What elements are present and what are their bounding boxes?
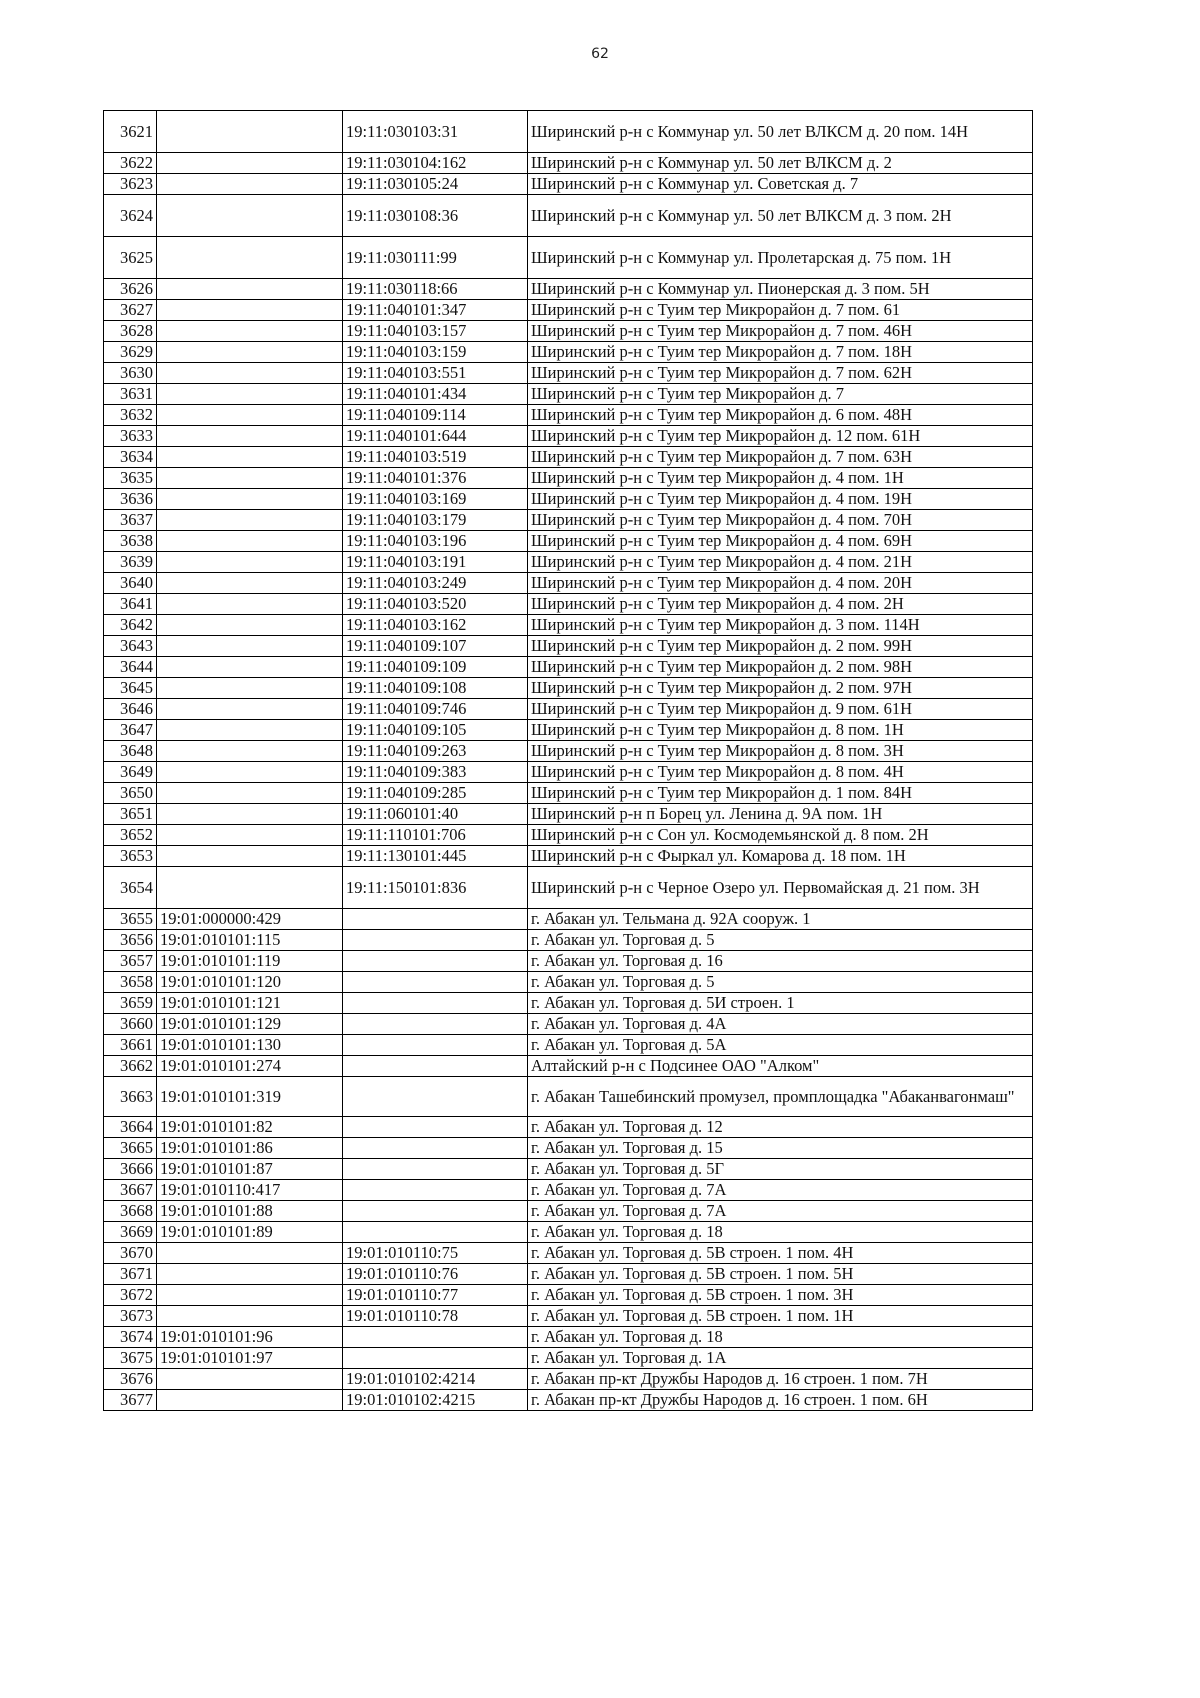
address-cell: Ширинский р-н п Борец ул. Ленина д. 9А пом. 1Н [528, 804, 1033, 825]
cadastral-number-cell: 19:01:010101:274 [157, 1056, 343, 1077]
table-row [104, 405, 1033, 426]
cadastral-number-cell [157, 384, 343, 405]
cadastral-number-cell: 19:01:010101:88 [157, 1201, 343, 1222]
table-row [104, 300, 1033, 321]
table-row [104, 909, 1033, 930]
premises-cadastral-cell [343, 1117, 528, 1138]
table-row [104, 951, 1033, 972]
row-number-cell: 3629 [104, 342, 157, 363]
row-number-cell: 3624 [104, 195, 157, 237]
cadastral-number-cell: 19:01:010101:89 [157, 1222, 343, 1243]
premises-cadastral-cell [343, 1348, 528, 1369]
row-number-cell: 3652 [104, 825, 157, 846]
premises-cadastral-cell: 19:01:010102:4214 [343, 1369, 528, 1390]
premises-cadastral-cell [343, 930, 528, 951]
premises-cadastral-cell [343, 1201, 528, 1222]
cadastral-number-cell [157, 1285, 343, 1306]
cadastral-number-cell: 19:01:010101:121 [157, 993, 343, 1014]
cadastral-number-cell [157, 342, 343, 363]
premises-cadastral-cell [343, 909, 528, 930]
address-cell: Ширинский р-н с Туим тер Микрорайон д. 7 пом. 46Н [528, 321, 1033, 342]
premises-cadastral-cell [343, 993, 528, 1014]
row-number-cell: 3648 [104, 741, 157, 762]
premises-cadastral-cell: 19:11:030108:36 [343, 195, 528, 237]
table-row [104, 783, 1033, 804]
premises-cadastral-cell: 19:01:010110:76 [343, 1264, 528, 1285]
address-cell: Ширинский р-н с Туим тер Микрорайон д. 4 пом. 20Н [528, 573, 1033, 594]
row-number-cell: 3633 [104, 426, 157, 447]
table-row [104, 636, 1033, 657]
row-number-cell: 3650 [104, 783, 157, 804]
row-number-cell: 3636 [104, 489, 157, 510]
row-number-cell: 3657 [104, 951, 157, 972]
cadastral-number-cell: 19:01:010101:115 [157, 930, 343, 951]
cadastral-number-cell [157, 1243, 343, 1264]
premises-cadastral-cell: 19:11:040103:157 [343, 321, 528, 342]
address-cell: Ширинский р-н с Туим тер Микрорайон д. 4 пом. 70Н [528, 510, 1033, 531]
row-number-cell: 3647 [104, 720, 157, 741]
cadastral-number-cell [157, 1264, 343, 1285]
table-row [104, 1369, 1033, 1390]
address-cell: г. Абакан ул. Торговая д. 5В строен. 1 пом. 4Н [528, 1243, 1033, 1264]
cadastral-number-cell [157, 447, 343, 468]
table-row [104, 1035, 1033, 1056]
row-number-cell: 3654 [104, 867, 157, 909]
address-cell: Ширинский р-н с Туим тер Микрорайон д. 1 пом. 84Н [528, 783, 1033, 804]
premises-cadastral-cell: 19:11:040101:347 [343, 300, 528, 321]
cadastral-number-cell [157, 489, 343, 510]
address-cell: Ширинский р-н с Туим тер Микрорайон д. 7 пом. 62Н [528, 363, 1033, 384]
premises-cadastral-cell: 19:11:040103:169 [343, 489, 528, 510]
premises-cadastral-cell: 19:11:030105:24 [343, 174, 528, 195]
row-number-cell: 3675 [104, 1348, 157, 1369]
table-row [104, 447, 1033, 468]
row-number-cell: 3663 [104, 1077, 157, 1117]
premises-cadastral-cell: 19:11:040101:644 [343, 426, 528, 447]
table-row [104, 363, 1033, 384]
row-number-cell: 3655 [104, 909, 157, 930]
premises-cadastral-cell: 19:11:130101:445 [343, 846, 528, 867]
premises-cadastral-cell: 19:11:040103:196 [343, 531, 528, 552]
address-cell: Алтайский р-н с Подсинее ОАО "Алком" [528, 1056, 1033, 1077]
table-row [104, 1159, 1033, 1180]
address-cell: Ширинский р-н с Коммунар ул. 50 лет ВЛКСМ д. 3 пом. 2Н [528, 195, 1033, 237]
address-cell: Ширинский р-н с Черное Озеро ул. Первомайская д. 21 пом. 3Н [528, 867, 1033, 909]
address-cell: г. Абакан ул. Торговая д. 1А [528, 1348, 1033, 1369]
address-cell: г. Абакан ул. Торговая д. 5Г [528, 1159, 1033, 1180]
address-cell: г. Абакан ул. Торговая д. 12 [528, 1117, 1033, 1138]
cadastral-number-cell [157, 552, 343, 573]
cadastral-number-cell: 19:01:010101:86 [157, 1138, 343, 1159]
address-cell: Ширинский р-н с Туим тер Микрорайон д. 7 пом. 63Н [528, 447, 1033, 468]
table-row [104, 1327, 1033, 1348]
table-row [104, 657, 1033, 678]
premises-cadastral-cell: 19:01:010110:77 [343, 1285, 528, 1306]
premises-cadastral-cell: 19:11:040103:249 [343, 573, 528, 594]
row-number-cell: 3651 [104, 804, 157, 825]
table-row [104, 426, 1033, 447]
cadastral-number-cell [157, 867, 343, 909]
table-row [104, 153, 1033, 174]
row-number-cell: 3676 [104, 1369, 157, 1390]
cadastral-number-cell [157, 699, 343, 720]
premises-cadastral-cell: 19:11:040109:285 [343, 783, 528, 804]
table-row [104, 321, 1033, 342]
table-row [104, 699, 1033, 720]
cadastral-number-cell [157, 279, 343, 300]
row-number-cell: 3640 [104, 573, 157, 594]
cadastral-number-cell [157, 783, 343, 804]
table-row [104, 1306, 1033, 1327]
premises-cadastral-cell [343, 1180, 528, 1201]
address-cell: Ширинский р-н с Туим тер Микрорайон д. 8 пом. 4Н [528, 762, 1033, 783]
premises-cadastral-cell: 19:11:110101:706 [343, 825, 528, 846]
table-row [104, 489, 1033, 510]
cadastral-number-cell [157, 741, 343, 762]
address-cell: Ширинский р-н с Коммунар ул. 50 лет ВЛКСМ д. 2 [528, 153, 1033, 174]
row-number-cell: 3662 [104, 1056, 157, 1077]
cadastral-number-cell [157, 300, 343, 321]
address-cell: Ширинский р-н с Коммунар ул. Советская д. 7 [528, 174, 1033, 195]
row-number-cell: 3630 [104, 363, 157, 384]
cadastral-number-cell [157, 1390, 343, 1411]
cadastral-number-cell: 19:01:010101:82 [157, 1117, 343, 1138]
address-cell: г. Абакан ул. Торговая д. 15 [528, 1138, 1033, 1159]
table-row [104, 1222, 1033, 1243]
address-cell: Ширинский р-н с Коммунар ул. 50 лет ВЛКСМ д. 20 пом. 14Н [528, 111, 1033, 153]
premises-cadastral-cell: 19:11:040103:162 [343, 615, 528, 636]
address-cell: г. Абакан ул. Торговая д. 5 [528, 930, 1033, 951]
address-cell: г. Абакан ул. Торговая д. 7А [528, 1180, 1033, 1201]
row-number-cell: 3631 [104, 384, 157, 405]
table-row [104, 531, 1033, 552]
premises-cadastral-cell [343, 1035, 528, 1056]
premises-cadastral-cell [343, 1014, 528, 1035]
cadastral-number-cell [157, 426, 343, 447]
cadastral-number-cell [157, 678, 343, 699]
address-cell: Ширинский р-н с Коммунар ул. Пионерская д. 3 пом. 5Н [528, 279, 1033, 300]
table-row [104, 1117, 1033, 1138]
cadastral-number-cell [157, 363, 343, 384]
premises-cadastral-cell: 19:11:040109:105 [343, 720, 528, 741]
table-row [104, 1180, 1033, 1201]
table-row [104, 993, 1033, 1014]
address-cell: г. Абакан ул. Торговая д. 5В строен. 1 пом. 5Н [528, 1264, 1033, 1285]
premises-cadastral-cell: 19:01:010110:75 [343, 1243, 528, 1264]
address-cell: Ширинский р-н с Туим тер Микрорайон д. 7 пом. 61 [528, 300, 1033, 321]
address-cell: Ширинский р-н с Туим тер Микрорайон д. 12 пом. 61Н [528, 426, 1033, 447]
row-number-cell: 3637 [104, 510, 157, 531]
row-number-cell: 3673 [104, 1306, 157, 1327]
address-cell: Ширинский р-н с Туим тер Микрорайон д. 7 [528, 384, 1033, 405]
address-cell: г. Абакан ул. Торговая д. 5А [528, 1035, 1033, 1056]
cadastral-number-cell [157, 594, 343, 615]
premises-cadastral-cell: 19:11:040101:376 [343, 468, 528, 489]
row-number-cell: 3667 [104, 1180, 157, 1201]
premises-cadastral-cell: 19:11:040109:383 [343, 762, 528, 783]
cadastral-number-cell [157, 531, 343, 552]
address-cell: Ширинский р-н с Туим тер Микрорайон д. 8 пом. 1Н [528, 720, 1033, 741]
cadastral-number-cell [157, 720, 343, 741]
table-row [104, 720, 1033, 741]
table-row [104, 1390, 1033, 1411]
premises-cadastral-cell [343, 1138, 528, 1159]
row-number-cell: 3664 [104, 1117, 157, 1138]
row-number-cell: 3642 [104, 615, 157, 636]
address-cell: г. Абакан ул. Тельмана д. 92А сооруж. 1 [528, 909, 1033, 930]
cadastral-number-cell [157, 237, 343, 279]
address-cell: Ширинский р-н с Коммунар ул. Пролетарская д. 75 пом. 1Н [528, 237, 1033, 279]
table-row [104, 930, 1033, 951]
address-cell: Ширинский р-н с Сон ул. Космодемьянской д. 8 пом. 2Н [528, 825, 1033, 846]
address-cell: Ширинский р-н с Туим тер Микрорайон д. 4 пом. 1Н [528, 468, 1033, 489]
cadastral-number-cell [157, 657, 343, 678]
cadastral-number-cell [157, 804, 343, 825]
table-row [104, 741, 1033, 762]
row-number-cell: 3660 [104, 1014, 157, 1035]
table-row [104, 1138, 1033, 1159]
row-number-cell: 3674 [104, 1327, 157, 1348]
table-row [104, 1243, 1033, 1264]
table-row [104, 1264, 1033, 1285]
cadastral-number-cell: 19:01:010101:130 [157, 1035, 343, 1056]
premises-cadastral-cell: 19:11:040109:114 [343, 405, 528, 426]
address-cell: Ширинский р-н с Туим тер Микрорайон д. 3 пом. 114Н [528, 615, 1033, 636]
address-cell: Ширинский р-н с Туим тер Микрорайон д. 4 пом. 19Н [528, 489, 1033, 510]
address-cell: г. Абакан ул. Торговая д. 18 [528, 1222, 1033, 1243]
address-cell: Ширинский р-н с Фыркал ул. Комарова д. 18 пом. 1Н [528, 846, 1033, 867]
premises-cadastral-cell: 19:11:030103:31 [343, 111, 528, 153]
registry-table-body [104, 111, 1033, 1411]
address-cell: Ширинский р-н с Туим тер Микрорайон д. 4 пом. 2Н [528, 594, 1033, 615]
table-row [104, 384, 1033, 405]
table-row [104, 342, 1033, 363]
cadastral-number-cell [157, 321, 343, 342]
address-cell: г. Абакан ул. Торговая д. 5В строен. 1 пом. 3Н [528, 1285, 1033, 1306]
table-row [104, 279, 1033, 300]
row-number-cell: 3671 [104, 1264, 157, 1285]
address-cell: г. Абакан ул. Торговая д. 5И строен. 1 [528, 993, 1033, 1014]
row-number-cell: 3635 [104, 468, 157, 489]
address-cell: Ширинский р-н с Туим тер Микрорайон д. 4 пом. 21Н [528, 552, 1033, 573]
table-row [104, 825, 1033, 846]
address-cell: Ширинский р-н с Туим тер Микрорайон д. 2 пом. 98Н [528, 657, 1033, 678]
premises-cadastral-cell: 19:11:030118:66 [343, 279, 528, 300]
cadastral-number-cell: 19:01:010101:97 [157, 1348, 343, 1369]
cadastral-number-cell [157, 825, 343, 846]
cadastral-number-cell: 19:01:010101:129 [157, 1014, 343, 1035]
premises-cadastral-cell: 19:11:150101:836 [343, 867, 528, 909]
cadastral-number-cell [157, 615, 343, 636]
premises-cadastral-cell: 19:11:030104:162 [343, 153, 528, 174]
row-number-cell: 3677 [104, 1390, 157, 1411]
premises-cadastral-cell [343, 1159, 528, 1180]
table-row [104, 615, 1033, 636]
premises-cadastral-cell: 19:11:040103:179 [343, 510, 528, 531]
table-row [104, 111, 1033, 153]
row-number-cell: 3645 [104, 678, 157, 699]
address-cell: г. Абакан Ташебинский промузел, промплощадка "Абаканвагонмаш" [528, 1077, 1033, 1117]
row-number-cell: 3638 [104, 531, 157, 552]
premises-cadastral-cell: 19:11:040109:109 [343, 657, 528, 678]
premises-cadastral-cell: 19:11:040103:519 [343, 447, 528, 468]
premises-cadastral-cell: 19:01:010102:4215 [343, 1390, 528, 1411]
table-row [104, 594, 1033, 615]
premises-cadastral-cell: 19:11:040103:520 [343, 594, 528, 615]
cadastral-number-cell [157, 1369, 343, 1390]
address-cell: Ширинский р-н с Туим тер Микрорайон д. 6 пом. 48Н [528, 405, 1033, 426]
premises-cadastral-cell [343, 1222, 528, 1243]
row-number-cell: 3641 [104, 594, 157, 615]
cadastral-number-cell [157, 111, 343, 153]
row-number-cell: 3669 [104, 1222, 157, 1243]
address-cell: г. Абакан пр-кт Дружбы Народов д. 16 строен. 1 пом. 7Н [528, 1369, 1033, 1390]
cadastral-number-cell [157, 846, 343, 867]
premises-cadastral-cell [343, 1327, 528, 1348]
cadastral-number-cell: 19:01:010101:119 [157, 951, 343, 972]
row-number-cell: 3639 [104, 552, 157, 573]
cadastral-number-cell [157, 762, 343, 783]
premises-cadastral-cell: 19:11:040103:191 [343, 552, 528, 573]
cadastral-number-cell [157, 636, 343, 657]
table-row [104, 804, 1033, 825]
table-row [104, 237, 1033, 279]
cadastral-number-cell [157, 573, 343, 594]
address-cell: Ширинский р-н с Туим тер Микрорайон д. 8 пом. 3Н [528, 741, 1033, 762]
table-row [104, 1201, 1033, 1222]
premises-cadastral-cell: 19:11:060101:40 [343, 804, 528, 825]
cadastral-number-cell: 19:01:000000:429 [157, 909, 343, 930]
premises-cadastral-cell [343, 1077, 528, 1117]
cadastral-number-cell [157, 405, 343, 426]
address-cell: г. Абакан пр-кт Дружбы Народов д. 16 строен. 1 пом. 6Н [528, 1390, 1033, 1411]
row-number-cell: 3665 [104, 1138, 157, 1159]
cadastral-number-cell [157, 510, 343, 531]
cadastral-number-cell [157, 468, 343, 489]
cadastral-number-cell [157, 1306, 343, 1327]
premises-cadastral-cell: 19:11:040109:107 [343, 636, 528, 657]
premises-cadastral-cell [343, 972, 528, 993]
cadastral-number-cell: 19:01:010101:96 [157, 1327, 343, 1348]
address-cell: г. Абакан ул. Торговая д. 4А [528, 1014, 1033, 1035]
table-row [104, 846, 1033, 867]
premises-cadastral-cell: 19:11:030111:99 [343, 237, 528, 279]
table-row [104, 972, 1033, 993]
table-row [104, 468, 1033, 489]
table-row [104, 195, 1033, 237]
table-row [104, 510, 1033, 531]
row-number-cell: 3656 [104, 930, 157, 951]
table-row [104, 1014, 1033, 1035]
address-cell: Ширинский р-н с Туим тер Микрорайон д. 2 пом. 97Н [528, 678, 1033, 699]
row-number-cell: 3644 [104, 657, 157, 678]
row-number-cell: 3634 [104, 447, 157, 468]
premises-cadastral-cell: 19:11:040109:108 [343, 678, 528, 699]
row-number-cell: 3658 [104, 972, 157, 993]
cadastral-number-cell: 19:01:010101:319 [157, 1077, 343, 1117]
row-number-cell: 3625 [104, 237, 157, 279]
table-row [104, 552, 1033, 573]
table-row [104, 1056, 1033, 1077]
table-row [104, 1285, 1033, 1306]
premises-cadastral-cell [343, 1056, 528, 1077]
cadastral-number-cell [157, 153, 343, 174]
row-number-cell: 3643 [104, 636, 157, 657]
row-number-cell: 3672 [104, 1285, 157, 1306]
registry-table [103, 110, 1033, 1411]
row-number-cell: 3646 [104, 699, 157, 720]
address-cell: г. Абакан ул. Торговая д. 7А [528, 1201, 1033, 1222]
address-cell: г. Абакан ул. Торговая д. 16 [528, 951, 1033, 972]
table-row [104, 1348, 1033, 1369]
row-number-cell: 3626 [104, 279, 157, 300]
table-row [104, 174, 1033, 195]
address-cell: г. Абакан ул. Торговая д. 18 [528, 1327, 1033, 1348]
row-number-cell: 3668 [104, 1201, 157, 1222]
premises-cadastral-cell: 19:11:040109:263 [343, 741, 528, 762]
row-number-cell: 3653 [104, 846, 157, 867]
premises-cadastral-cell: 19:11:040103:159 [343, 342, 528, 363]
address-cell: Ширинский р-н с Туим тер Микрорайон д. 7 пом. 18Н [528, 342, 1033, 363]
cadastral-number-cell: 19:01:010101:87 [157, 1159, 343, 1180]
row-number-cell: 3670 [104, 1243, 157, 1264]
row-number-cell: 3661 [104, 1035, 157, 1056]
premises-cadastral-cell: 19:11:040101:434 [343, 384, 528, 405]
row-number-cell: 3628 [104, 321, 157, 342]
cadastral-number-cell: 19:01:010110:417 [157, 1180, 343, 1201]
address-cell: Ширинский р-н с Туим тер Микрорайон д. 9 пом. 61Н [528, 699, 1033, 720]
row-number-cell: 3627 [104, 300, 157, 321]
row-number-cell: 3621 [104, 111, 157, 153]
address-cell: г. Абакан ул. Торговая д. 5 [528, 972, 1033, 993]
premises-cadastral-cell [343, 951, 528, 972]
table-row [104, 762, 1033, 783]
table-row [104, 867, 1033, 909]
table-row [104, 1077, 1033, 1117]
address-cell: Ширинский р-н с Туим тер Микрорайон д. 2 пом. 99Н [528, 636, 1033, 657]
row-number-cell: 3632 [104, 405, 157, 426]
page-number: 62 [591, 46, 609, 62]
row-number-cell: 3623 [104, 174, 157, 195]
row-number-cell: 3659 [104, 993, 157, 1014]
premises-cadastral-cell: 19:11:040103:551 [343, 363, 528, 384]
row-number-cell: 3666 [104, 1159, 157, 1180]
premises-cadastral-cell: 19:01:010110:78 [343, 1306, 528, 1327]
cadastral-number-cell [157, 174, 343, 195]
address-cell: г. Абакан ул. Торговая д. 5В строен. 1 пом. 1Н [528, 1306, 1033, 1327]
cadastral-number-cell [157, 195, 343, 237]
table-row [104, 678, 1033, 699]
cadastral-number-cell: 19:01:010101:120 [157, 972, 343, 993]
address-cell: Ширинский р-н с Туим тер Микрорайон д. 4 пом. 69Н [528, 531, 1033, 552]
premises-cadastral-cell: 19:11:040109:746 [343, 699, 528, 720]
table-row [104, 573, 1033, 594]
row-number-cell: 3622 [104, 153, 157, 174]
row-number-cell: 3649 [104, 762, 157, 783]
